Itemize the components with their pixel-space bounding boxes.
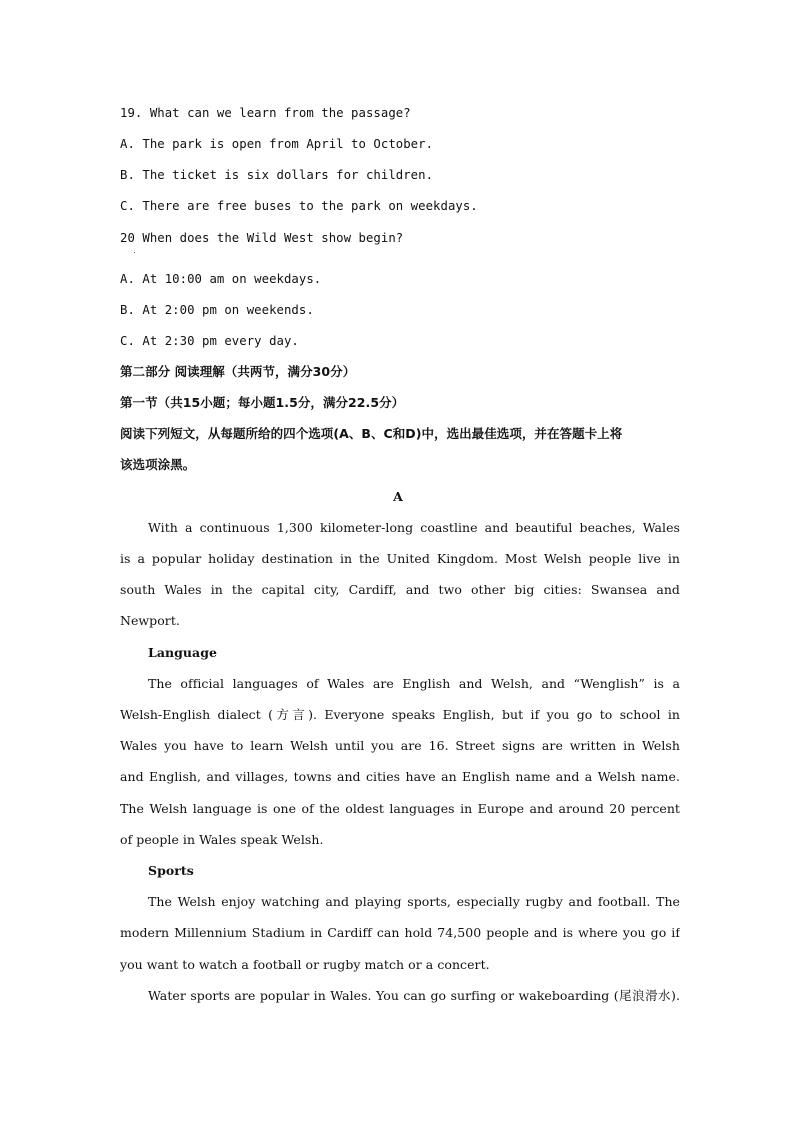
question-20-option-b: B. At 2:00 pm on weekends. <box>120 303 314 317</box>
passage-label: A <box>393 489 403 504</box>
question-20-option-a: A. At 10:00 am on weekdays. <box>120 272 322 286</box>
question-19-stem: 19. What can we learn from the passage? <box>120 106 411 120</box>
question-19-option-b: B. The ticket is six dollars for children. <box>120 168 434 182</box>
sports-heading: Sports <box>148 863 194 878</box>
part-title: 第二部分 阅读理解（共两节，满分30分） <box>120 364 356 379</box>
water-sports-line: Water sports are popular in Wales. You can go surfing or wakeboarding (尾浪滑水). <box>148 988 680 1003</box>
subsection-title: 第一节（共15小题；每小题1.5分，满分22.5分） <box>120 395 405 410</box>
language-line: Welsh-English dialect (方言). Everyone speaks English, but if you go to school in <box>120 707 680 722</box>
intro-line: With a continuous 1,300 kilometer-long coastline and beautiful beaches, Wales <box>148 520 680 535</box>
language-line: and English, and villages, towns and cities have an English name and a Welsh name. <box>120 769 680 784</box>
intro-line: is a popular holiday destination in the United Kingdom. Most Welsh people live in <box>120 551 680 566</box>
question-20-stem: 20 When does the Wild West show begin? <box>120 231 404 245</box>
question-19-option-c: C. There are free buses to the park on weekdays. <box>120 199 478 213</box>
sports-line: The Welsh enjoy watching and playing sports, especially rugby and football. The <box>148 894 680 909</box>
sports-line: you want to watch a football or rugby match or a concert. <box>120 957 490 972</box>
language-line: The official languages of Wales are English and Welsh, and “Wenglish” is a <box>148 676 680 691</box>
question-19-option-a: A. The park is open from April to October. <box>120 137 434 151</box>
language-heading: Language <box>148 645 217 660</box>
intro-line: south Wales in the capital city, Cardiff, and two other big cities: Swansea and <box>120 582 680 597</box>
language-line: The Welsh language is one of the oldest languages in Europe and around 20 percent <box>120 801 680 816</box>
sports-line: modern Millennium Stadium in Cardiff can hold 74,500 people and is where you go if <box>120 925 680 940</box>
language-line: Wales you have to learn Welsh until you are 16. Street signs are written in Welsh <box>120 738 680 753</box>
question-20-option-c: C. At 2:30 pm every day. <box>120 334 299 348</box>
intro-line: Newport. <box>120 613 180 628</box>
language-line: of people in Wales speak Welsh. <box>120 832 324 847</box>
stray-mark <box>134 252 135 253</box>
instruction-line-1: 阅读下列短文，从每题所给的四个选项(A、B、C和D)中，选出最佳选项，并在答题卡上将 <box>120 426 623 441</box>
instruction-line-2: 该选项涂黑。 <box>120 457 196 472</box>
